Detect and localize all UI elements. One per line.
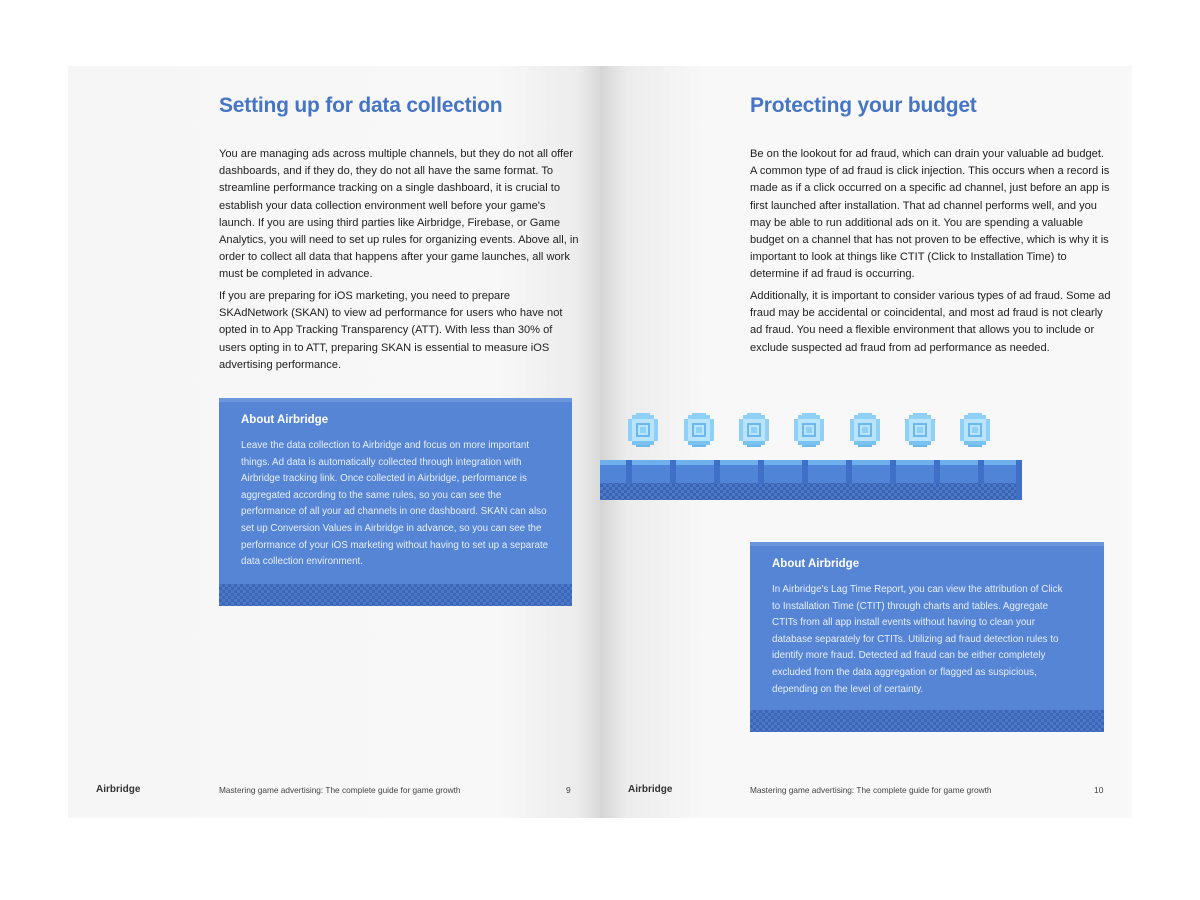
body-paragraph: Be on the lookout for ad fraud, which can drain your valuable ad budget. A common type of ad fraud is click injection. This occurs when a record is made as if a click occurred on a specific ad channel, just before an app is first launched after installation. That ad channel performs well, and you may be able to run additional ads on it. You are spending a valuable budget on a channel that has not proven to be effective, which is why it is important to look at things like CTIT (Click to Installation Time) to determine if ad fraud is occurring.	[750, 148, 1110, 281]
pixel-coin-row	[626, 413, 996, 453]
pixel-platform-icon	[600, 460, 1022, 500]
pixel-coin-icon	[626, 413, 660, 447]
body-paragraph: You are managing ads across multiple channels, but they do not all offer dashboards, and if they do, they do not all have the same format. To streamline performance tracking on a single dashboard, it is crucial to establish your data collection environment well before your game's launch. If you are using third parties like Airbridge, Firebase, or Game Analytics, you will need to set up rules for organizing events. Above all, in order to collect all data that happens after your game launches, all work must be completed in advance.	[219, 148, 579, 281]
page-heading: Protecting your budget	[750, 94, 977, 117]
pixel-coin-icon	[958, 413, 992, 447]
callout-body: In Airbridge's Lag Time Report, you can view the attribution of Click to Installation Time (CTIT) through charts and tables. Aggregate CTITs from all app install events without having to clean your database separately for CTITs. Utilizing ad fraud detection rules to identify more fraud. Detected ad fraud can be either completely excluded from the data aggregation or flagged as suspicious, depending on the level of certainty.	[772, 584, 1063, 695]
footer-page-number: 10	[1094, 785, 1104, 795]
footer-title: Mastering game advertising: The complete guide for game growth	[750, 785, 992, 795]
pixel-coin-icon	[848, 413, 882, 447]
callout-top-edge	[750, 542, 1104, 546]
callout-title: About Airbridge	[772, 558, 860, 570]
right-page	[600, 66, 1132, 818]
pixel-coin-icon	[903, 413, 937, 447]
about-airbridge-callout	[750, 542, 1104, 732]
footer-title: Mastering game advertising: The complete guide for game growth	[219, 785, 461, 795]
pixel-coin-icon	[737, 413, 771, 447]
body-paragraph: If you are preparing for iOS marketing, you need to prepare SKAdNetwork (SKAN) to view ad performance for users who have not opted in to App Tracking Transparency (ATT). With less than 30% of users opting in to ATT, preparing SKAN is essential to measure iOS advertising performance.	[219, 290, 563, 371]
left-page	[68, 66, 600, 818]
callout-top-edge	[219, 398, 572, 402]
footer-brand-logo: Airbridge	[96, 784, 141, 795]
callout-pixel-edge	[750, 710, 1104, 732]
callout-pixel-edge	[219, 584, 572, 606]
pixel-coin-icon	[682, 413, 716, 447]
footer-brand-logo: Airbridge	[628, 784, 673, 795]
page-heading: Setting up for data collection	[219, 94, 503, 117]
callout-title: About Airbridge	[241, 414, 329, 426]
pixel-coin-icon	[792, 413, 826, 447]
callout-body: Leave the data collection to Airbridge and focus on more important things. Ad data is automatically collected through integration with Airbridge tracking link. Once collected in Airbridge, performance is aggregated according to the same rules, so you can see the performance of all your ad channels in one dashboard. SKAN can also set up Conversion Values in Airbridge in advance, so you can see the performance of your iOS marketing without having to set up a separate data collection environment.	[241, 440, 549, 568]
about-airbridge-callout	[219, 398, 572, 606]
footer-page-number: 9	[566, 785, 571, 795]
body-paragraph: Additionally, it is important to consider various types of ad fraud. Some ad fraud may be accidental or coincidental, and most ad fraud is not clearly ad fraud. You need a flexible environment that allows you to include or exclude suspected ad fraud from ad performance as needed.	[750, 290, 1111, 354]
